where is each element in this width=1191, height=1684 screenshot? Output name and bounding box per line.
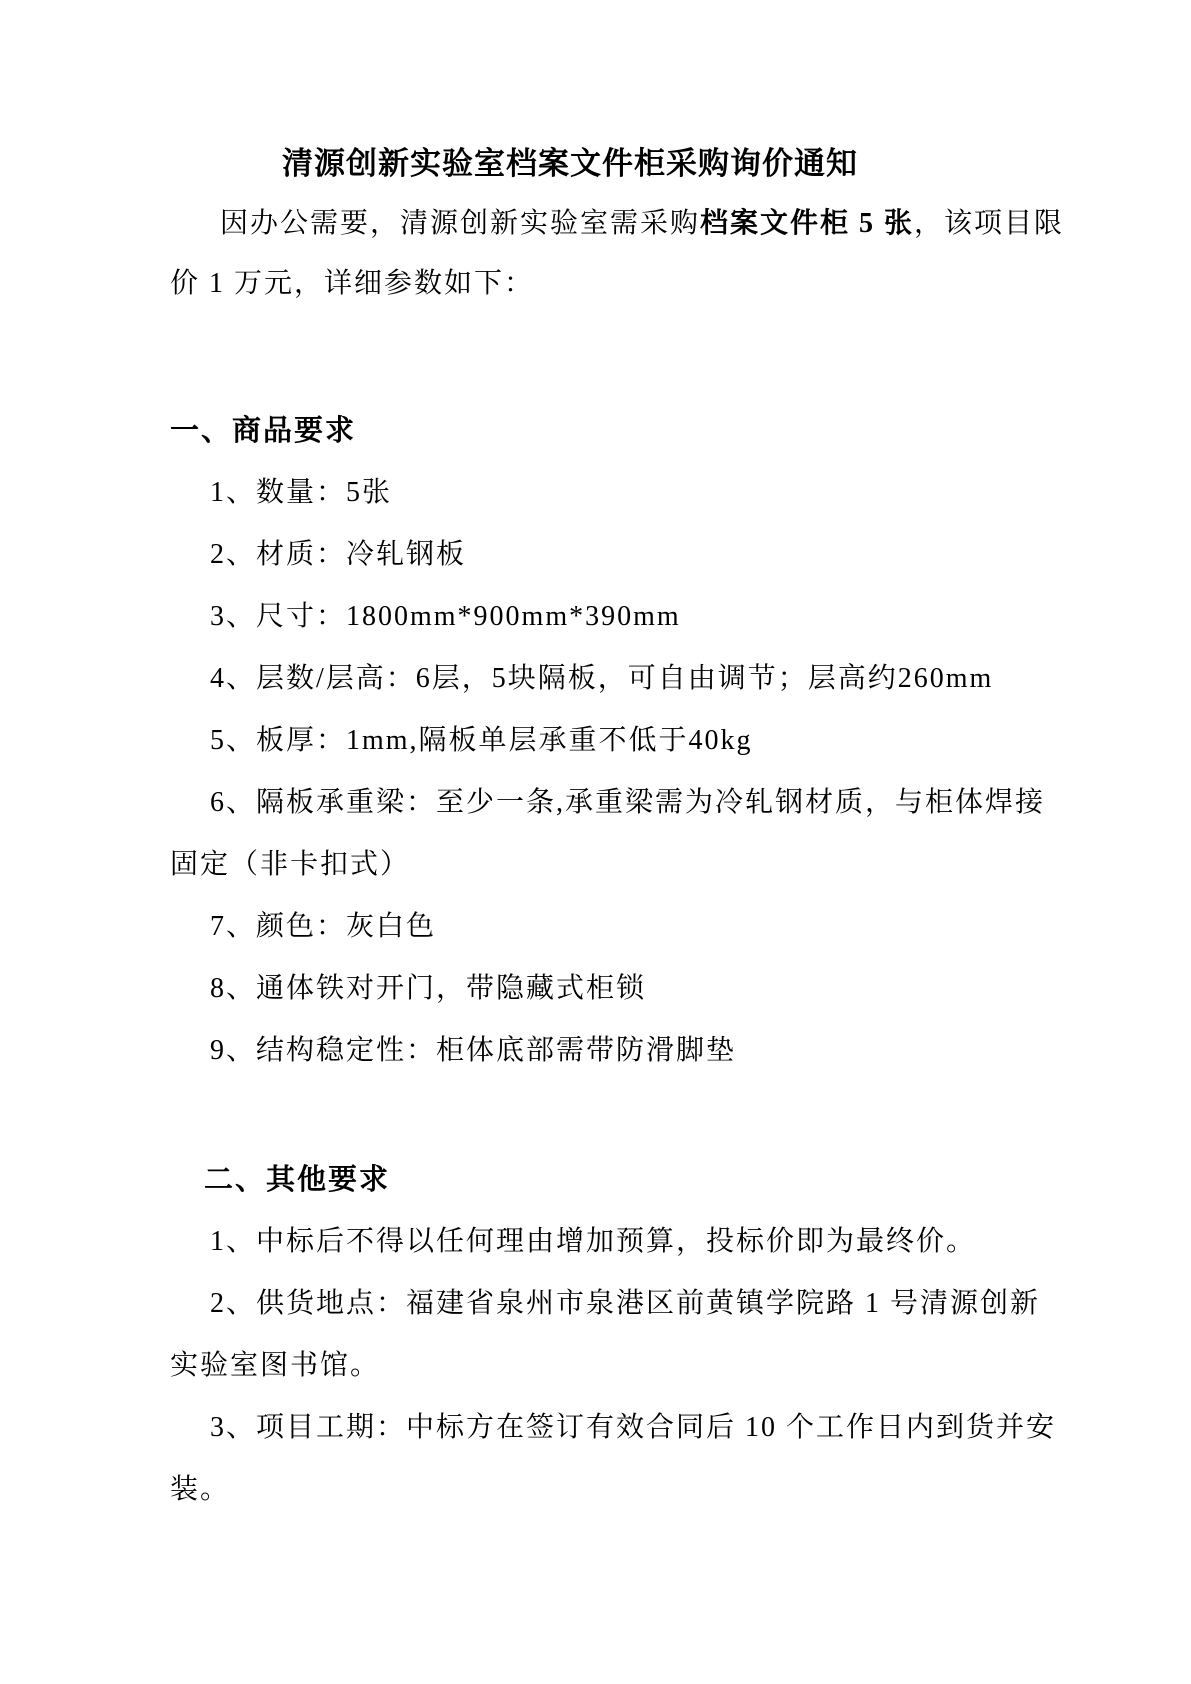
spec-item-beam-continuation: 固定（非卡扣式） [170, 849, 411, 880]
spec-item-stability: 9、结构稳定性：柜体底部需带防滑脚垫 [210, 1035, 737, 1066]
section2-heading: 二、其他要求 [204, 1164, 391, 1196]
other-item-schedule-continuation: 装。 [170, 1474, 231, 1505]
intro-text-pre: 因办公需要，清源创新实验室需采购 [220, 208, 701, 239]
document-title: 清源创新实验室档案文件柜采购询价通知 [282, 146, 858, 181]
spec-item-beam: 6、隔板承重梁：至少一条,承重梁需为冷轧钢材质，与柜体焊接 [210, 787, 1046, 818]
section1-heading: 一、商品要求 [170, 415, 357, 447]
spec-item-quantity: 1、数量：5张 [210, 477, 393, 508]
spec-item-material: 2、材质：冷轧钢板 [210, 539, 467, 570]
other-item-price-final: 1、中标后不得以任何理由增加预算，投标价即为最终价。 [210, 1226, 977, 1257]
other-item-delivery-location: 2、供货地点：福建省泉州市泉港区前黄镇学院路 1 号清源创新 [210, 1288, 1041, 1319]
intro-paragraph-line-1 [170, 194, 1065, 254]
other-item-schedule: 3、项目工期：中标方在签订有效合同后 10 个工作日内到货并安 [210, 1412, 1057, 1443]
spec-item-thickness: 5、板厚：1mm,隔板单层承重不低于40kg [210, 725, 753, 756]
intro-text-post: ，该项目限 [914, 208, 1065, 239]
intro-text-bold-item: 档案文件柜 5 张 [700, 208, 915, 239]
spec-item-dimensions: 3、尺寸：1800mm*900mm*390mm [210, 601, 681, 632]
document-content [170, 0, 1065, 1521]
spec-item-layers: 4、层数/层高：6层，5块隔板，可自由调节；层高约260mm [210, 663, 994, 694]
spec-item-doors-lock: 8、通体铁对开门，带隐藏式柜锁 [210, 973, 647, 1004]
other-item-delivery-location-continuation: 实验室图书馆。 [170, 1350, 381, 1381]
intro-paragraph-line-2: 价 1 万元，详细参数如下： [170, 268, 535, 299]
spec-item-color: 7、颜色：灰白色 [210, 911, 437, 942]
